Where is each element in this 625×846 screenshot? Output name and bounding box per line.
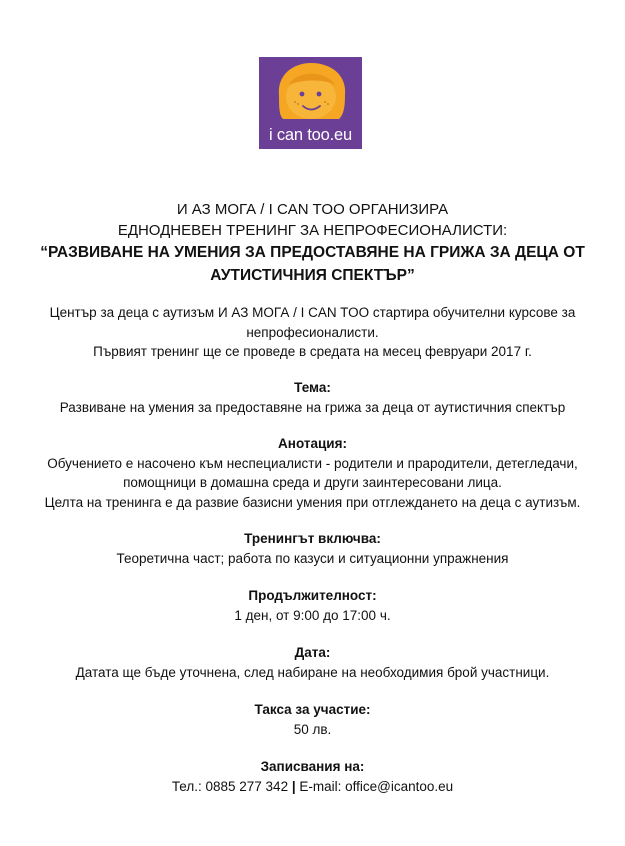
intro-line-3: Първият тренинг ще се проведе в средата на месец февруари 2017 г. [93,344,532,359]
annotation-line-1: Обучението е насочено към неспециалисти - родители и прародители, детегледачи, [47,455,578,471]
fee-heading: Такса за участие: [254,702,371,717]
logo [259,57,362,149]
intro-line-1: Център за деца с аутизъм И АЗ МОГА / I CAN TOO стартира обучителни курсове за [49,305,576,320]
includes-section [0,529,625,568]
includes-text: Теоретична част; работа по казуси и ситуационни упражнения [116,550,509,566]
annotation-heading: Анотация: [278,436,347,451]
fee-text: 50 лв. [293,721,332,737]
intro-line-2: непрофесионалисти. [246,324,379,340]
date-heading: Дата: [294,645,331,660]
title-line-1: И АЗ МОГА / I CAN TOO ОРГАНИЗИРА [176,201,449,218]
annotation-line-2: помощници в домашна среда и други заинтересовани лица. [123,475,502,490]
registration-heading: Записвания на: [260,759,365,774]
date-text: Датата ще бъде уточнена, след набиране на необходимия брой участници. [75,664,550,680]
title-line-2: ЕДНОДНЕВЕН ТРЕНИНГ ЗА НЕПРОФЕСИОНАЛИСТИ: [117,222,508,239]
title-line-3: “РАЗВИВАНЕ НА УМЕНИЯ ЗА ПРЕДОСТАВЯНЕ НА ГРИЖА ЗА ДЕЦА ОТ [40,244,585,261]
phone-text: Тел.: 0885 277 342 [171,778,289,794]
duration-section [0,586,625,625]
date-section [0,643,625,682]
topic-section [0,378,625,417]
topic-heading: Тема: [294,380,331,395]
registration-section [0,757,625,796]
fee-section [0,700,625,739]
registration-contacts [0,777,625,797]
annotation-section [0,434,625,512]
topic-text: Развиване на умения за предоставяне на грижа за деца от аутистичния спектър [59,399,566,415]
duration-heading: Продължителност: [248,588,377,603]
includes-heading: Тренингът включва: [244,531,381,546]
contact-separator: | [291,778,296,794]
intro-block [0,303,625,362]
title-line-4: АУТИСТИЧНИЯ СПЕКТЪР” [210,267,415,284]
duration-text: 1 ден, от 9:00 до 17:00 ч. [234,607,391,623]
annotation-line-3: Целта на тренинга е да развие базисни умения при отглеждането на деца с аутизъм. [44,494,581,510]
title-block [0,199,625,287]
email-text: E-mail: office@icantoo.eu [299,778,454,794]
logo-text: i can too.eu [269,126,352,144]
